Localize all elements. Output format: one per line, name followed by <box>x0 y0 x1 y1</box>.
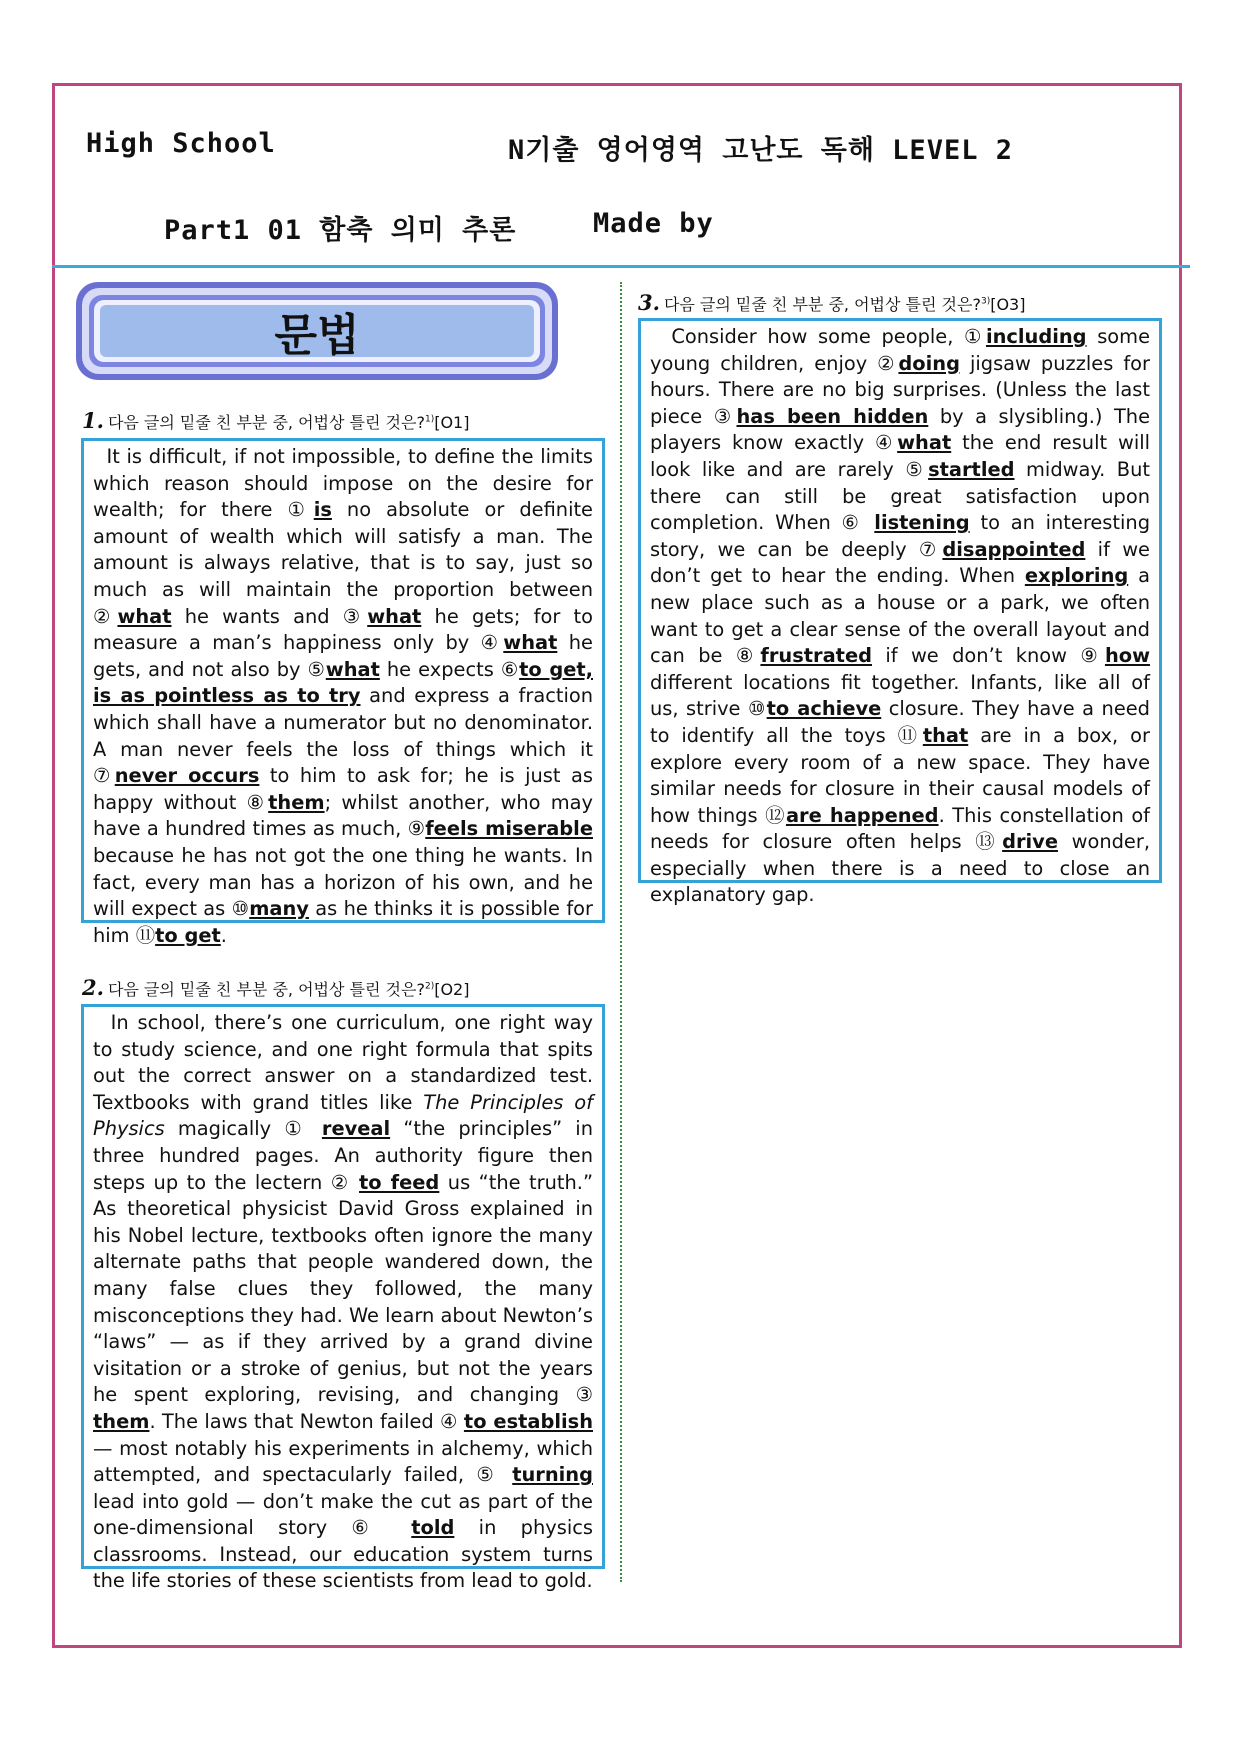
passage-text: Consider how some people, ① <box>650 325 986 348</box>
book-title: The Principles of Physics <box>93 1090 593 1141</box>
question-number: 2. <box>82 975 104 1000</box>
underlined-choice: feels miserable <box>425 817 593 841</box>
footnote-marker: 2) <box>424 981 435 992</box>
underlined-choice: to establish <box>463 1409 593 1433</box>
underlined-choice: startled <box>928 457 1015 481</box>
section-badge <box>76 282 558 380</box>
underlined-choice: exploring <box>1024 564 1129 588</box>
column-divider <box>620 282 622 1582</box>
passage-text: us “the truth.” As theoretical physicist David Gross explained in his Nobel lecture, textbooks often ignore the many alternate paths that people wandered down, the many false clues they followed, the many misconceptions they had. We learn about Newton’s “laws” — as if they arrived by a grand divine visitation or a stroke of genius, but not the years he spent exploring, revising, and changing ③ <box>93 1170 594 1407</box>
passage-text: he expects ⑥ <box>379 657 520 681</box>
header-left-title: High School <box>86 128 276 159</box>
passage-text: because he has not got the one thing he wants. In fact, every man has a horizon of his own, and he will expect as ⑩ <box>93 843 593 921</box>
underlined-choice: to get, is as pointless as to try <box>93 657 593 708</box>
footnote-marker: 3) <box>980 296 991 307</box>
underlined-choice: are happened <box>785 803 939 827</box>
passage-text: some young children, enjoy ② <box>650 325 1150 375</box>
passage-text: “the principles” in three hundred pages. An authority figure then steps up to the lectern ② <box>93 1117 593 1194</box>
passage-text: the end result will look like and are rarely ⑤ <box>650 431 1150 481</box>
underlined-choice: disappointed <box>942 537 1086 561</box>
passage-text: different locations fit together. Infants, like all of us, strive ⑩ <box>650 670 1150 721</box>
question-code: [O1] <box>434 413 470 432</box>
underlined-choice: drive <box>1002 830 1058 854</box>
underlined-choice: them <box>268 790 325 814</box>
passage-text: to him to ask for; he is just as happy without ⑧ <box>93 764 593 814</box>
question-prompt: 다음 글의 밑줄 친 부분 중, 어법상 틀린 것은? <box>663 295 981 314</box>
underlined-choice: what <box>503 631 558 655</box>
passage-text: . <box>220 923 227 947</box>
question-number: 3. <box>638 290 660 315</box>
underlined-choice: what <box>117 604 172 628</box>
passage-text: In school, there’s one curriculum, one right way to study science, and one right formula that spits out the correct answer on a standardized test. Textbooks with grand titles like <box>93 1011 593 1114</box>
question-1-header <box>82 408 469 433</box>
passage-text: no absolute or definite amount of wealth which will satisfy a man. The amount is always relative, that is to say, just so much as will maintain the proportion between ② <box>93 498 593 628</box>
passage-text: to an interesting story, we can be deeply ⑦ <box>650 511 1150 561</box>
question-number: 1. <box>82 408 104 433</box>
underlined-choice: listening <box>874 511 970 535</box>
section-badge-label: 문법 <box>100 305 534 357</box>
underlined-choice: to feed <box>359 1170 440 1194</box>
underlined-choice: what <box>325 657 380 681</box>
passage-text: a new place such as a house or a park, we often want to get a clear sense of the overall layout and can be ⑧ <box>650 564 1151 668</box>
passage-text: midway. But there can still be great satisfaction upon completion. When ⑥ <box>650 457 1150 535</box>
question-code: [O2] <box>434 980 470 999</box>
question-2-header <box>82 975 469 1000</box>
question-prompt: 다음 글의 밑줄 친 부분 중, 어법상 틀린 것은? <box>107 413 425 432</box>
underlined-choice: doing <box>898 351 960 375</box>
passage-text: he wants and ③ <box>171 604 368 628</box>
question-2-passage <box>81 1004 605 1593</box>
passage-text: closure. They have a need to identify all the toys ⑪ <box>650 697 1150 747</box>
passage-text: It is difficult, if not impossible, to define the limits which reason should impose on the desire for wealth; for there ① <box>93 445 593 522</box>
underlined-choice: to achieve <box>766 697 882 721</box>
passage-text: wonder, especially when there is a need to close an explanatory gap. <box>650 830 1150 907</box>
question-3-header <box>638 290 1025 315</box>
passage-text: — most notably his experiments in alchemy, which attempted, and spectacularly failed, ⑤ <box>93 1436 593 1487</box>
header-subtitle-left: Part1 01 함축 의미 추론 <box>164 215 517 246</box>
question-1-passage <box>81 438 605 947</box>
underlined-choice: to get <box>155 923 221 947</box>
passage-text: . The laws that Newton failed ④ <box>149 1409 464 1433</box>
passage-text: and express a fraction which shall have a numerator but no denominator. A man never feels the loss of things which it ⑦ <box>93 684 594 788</box>
header-right-title: N기출 영어영역 고난도 독해 LEVEL 2 <box>508 135 1013 166</box>
header-divider <box>52 265 1190 268</box>
underlined-choice: how <box>1104 644 1150 668</box>
underlined-choice: including <box>985 325 1087 348</box>
passage-text: if we don’t know ⑨ <box>871 644 1105 668</box>
underlined-choice: that <box>922 723 969 747</box>
question-code: [O3] <box>990 295 1026 314</box>
underlined-choice: turning <box>512 1463 593 1487</box>
passage-text: by a slysibling.) The players know exactly ④ <box>650 404 1151 455</box>
underlined-choice: has been hidden <box>736 404 929 428</box>
underlined-choice: many <box>249 897 309 921</box>
passage-text: as he thinks it is possible for him ⑪ <box>93 897 593 947</box>
underlined-choice: reveal <box>321 1117 391 1141</box>
passage-text: jigsaw puzzles for hours. There are no big surprises. (Unless the last piece ③ <box>650 351 1150 428</box>
passage-text: lead into gold — don’t make the cut as part of the one-dimensional story ⑥ <box>93 1489 593 1540</box>
question-prompt: 다음 글의 밑줄 친 부분 중, 어법상 틀린 것은? <box>107 980 425 999</box>
underlined-choice: frustrated <box>760 644 872 668</box>
underlined-choice: what <box>897 431 952 455</box>
question-3-passage <box>638 318 1162 907</box>
footnote-marker: 1) <box>424 414 435 425</box>
underlined-choice: what <box>367 604 422 628</box>
passage-text: in physics classrooms. Instead, our education system turns the life stories of these scientists from lead to gold. <box>93 1516 593 1593</box>
passage-text: are in a box, or explore every room of a new space. They have similar needs for closure in their causal models of how things ⑫ <box>650 723 1150 827</box>
underlined-choice: told <box>411 1516 455 1540</box>
underlined-choice: them <box>93 1409 150 1433</box>
underlined-choice: never occurs <box>114 764 260 788</box>
passage-text: magically ① <box>164 1117 322 1141</box>
underlined-choice: is <box>313 498 332 522</box>
header-subtitle-right: Made by <box>593 208 714 239</box>
passage-text: he gets; for to measure a man’s happiness only by ④ <box>93 604 593 655</box>
passage-text: he gets, and not also by ⑤ <box>93 631 593 681</box>
passage-text: if we don’t get to hear the ending. When <box>650 537 1150 588</box>
passage-text: . This constellation of needs for closure often helps ⑬ <box>650 803 1151 854</box>
passage-text: ; whilst another, who may have a hundred times as much, ⑨ <box>93 790 593 841</box>
